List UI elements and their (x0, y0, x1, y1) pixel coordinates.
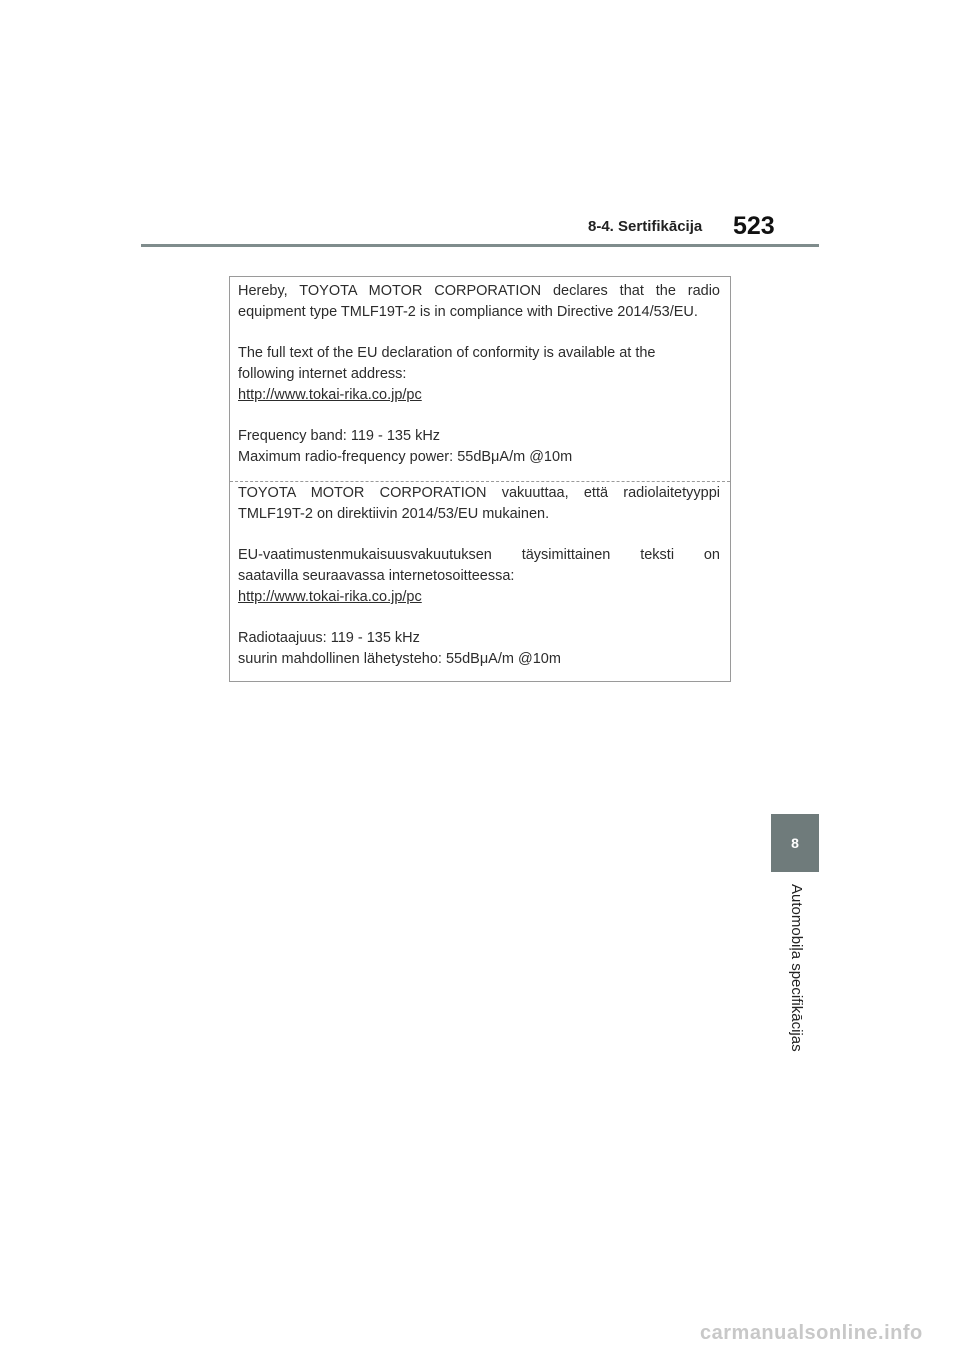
certificate-box (229, 276, 731, 682)
chapter-label: Automobiļa specifikācijas (788, 884, 805, 1052)
finnish-declaration (238, 483, 720, 670)
declaration-line: TOYOTA MOTOR CORPORATION vakuuttaa, että radiolaitetyyppi (238, 485, 720, 501)
chapter-tab: 8 (771, 814, 819, 872)
declaration-line: Hereby, TOYOTA MOTOR CORPORATION declares that the radio (238, 283, 720, 299)
declaration-line: following internet address: (238, 366, 407, 382)
declaration-line: saatavilla seuraavassa internetosoitteessa: (238, 568, 515, 584)
page-number: 523 (733, 212, 775, 240)
declaration-line: TMLF19T-2 on direktiivin 2014/53/EU mukainen. (238, 506, 550, 522)
max-power: suurin mahdollinen lähetysteho: 55dBμA/m @10m (238, 651, 561, 667)
max-power: Maximum radio-frequency power: 55dBμA/m @10m (238, 449, 573, 465)
frequency-band: Radiotaajuus: 119 - 135 kHz (238, 630, 420, 646)
section-divider (230, 481, 730, 482)
footer-watermark: carmanualsonline.info (700, 1322, 923, 1344)
declaration-url-link[interactable]: http://www.tokai-rika.co.jp/pc (238, 387, 422, 403)
declaration-line: equipment type TMLF19T-2 is in compliance with Directive 2014/53/EU. (238, 304, 698, 320)
declaration-line: The full text of the EU declaration of conformity is available at the (238, 345, 656, 361)
section-title: 8-4. Sertifikācija (588, 218, 703, 235)
declaration-url-link[interactable]: http://www.tokai-rika.co.jp/pc (238, 589, 422, 605)
english-declaration (238, 281, 720, 468)
header-divider (141, 244, 819, 247)
declaration-line: EU-vaatimustenmukaisuusvakuutuksen täysimittainen teksti on (238, 547, 720, 563)
frequency-band: Frequency band: 119 - 135 kHz (238, 428, 441, 444)
